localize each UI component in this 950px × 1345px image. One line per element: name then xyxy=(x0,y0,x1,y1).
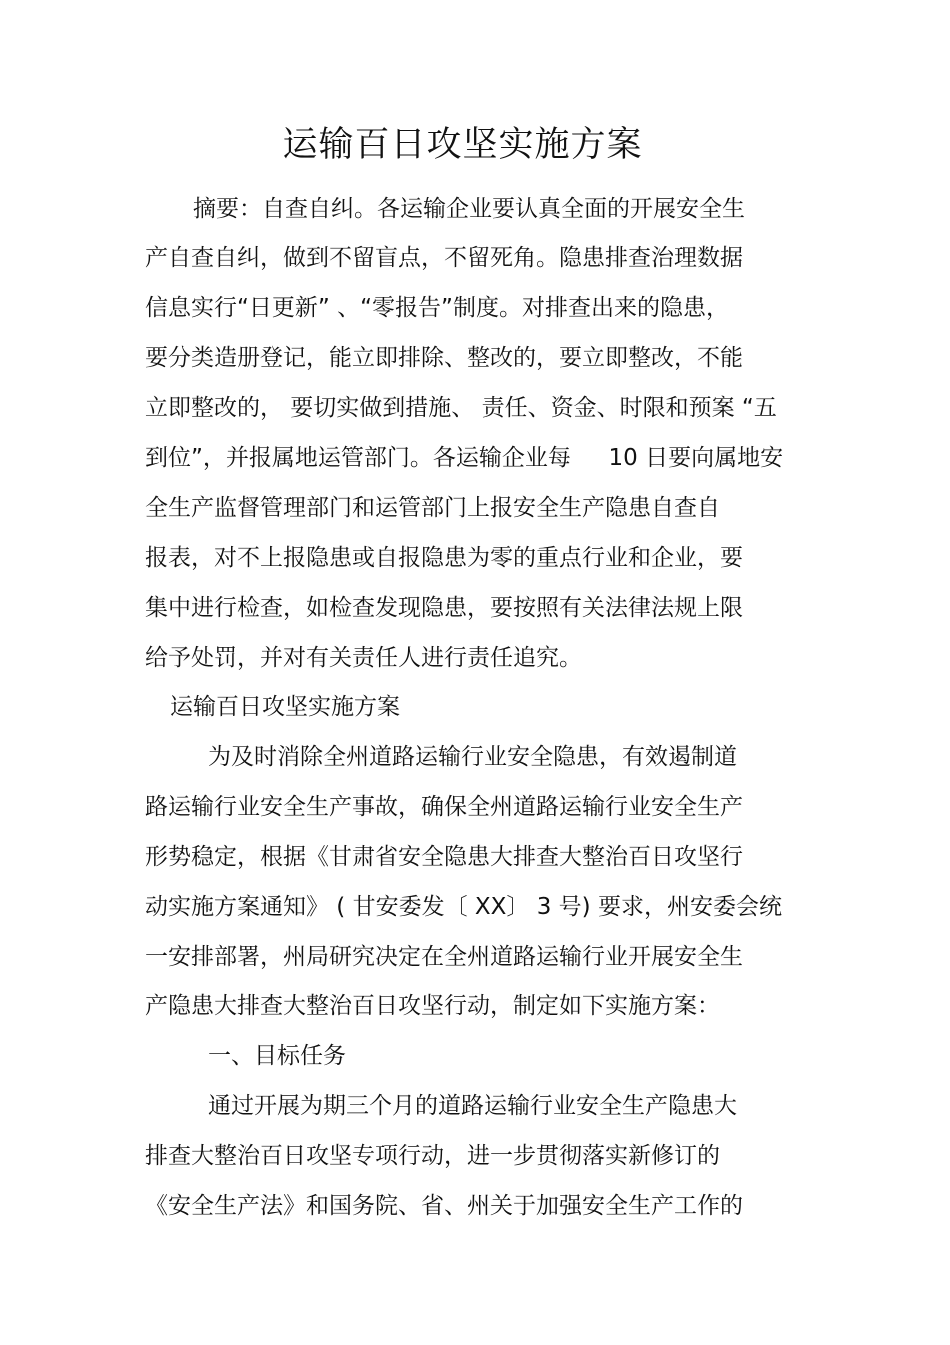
abstract-line: 集中进行检查，如检查发现隐患，要按照有关法律法规上限 xyxy=(145,595,743,621)
section-heading: 运输百日攻坚实施方案 xyxy=(170,694,400,720)
document-title: 运输百日攻坚实施方案 xyxy=(282,125,643,165)
abstract-line: 立即整改的， 要切实做到措施、 责任、资金、时限和预案 “五 xyxy=(145,395,777,421)
abstract-line: 给予处罚，并对有关责任人进行责任追究。 xyxy=(145,645,582,671)
paragraph-line: 为及时消除全州道路运输行业安全隐患，有效遏制道 xyxy=(208,744,737,770)
paragraph-line: 产隐患大排查大整治百日攻坚行动，制定如下实施方案： xyxy=(145,993,720,1019)
paragraph-line: 形势稳定，根据《甘肃省安全隐患大排查大整治百日攻坚行 xyxy=(145,844,743,870)
paragraph-line: 排查大整治百日攻坚专项行动，进一步贯彻落实新修订的 xyxy=(145,1143,720,1169)
abstract-line: 全生产监督管理部门和运管部门上报安全生产隐患自查自 xyxy=(145,495,720,521)
abstract-line: 报表，对不上报隐患或自报隐患为零的重点行业和企业，要 xyxy=(145,545,743,571)
abstract-line: 产自查自纠，做到不留盲点，不留死角。隐患排查治理数据 xyxy=(145,245,743,271)
abstract-line: 要分类造册登记，能立即排除、整改的，要立即整改，不能 xyxy=(145,345,743,371)
abstract-line: 到位”，并报属地运管部门。各运输企业每 10 日要向属地安 xyxy=(145,445,784,471)
abstract-line: 摘要：自查自纠。各运输企业要认真全面的开展安全生 xyxy=(193,196,745,222)
abstract-line: 信息实行“日更新” 、“零报告”制度。对排查出来的隐患， xyxy=(145,295,729,321)
paragraph-line: 动实施方案通知》 ( 甘安委发〔 XX〕 3 号) 要求，州安委会统 xyxy=(145,894,782,920)
paragraph-line: 通过开展为期三个月的道路运输行业安全生产隐患大 xyxy=(208,1093,737,1119)
paragraph-line: 《安全生产法》和国务院、省、州关于加强安全生产工作的 xyxy=(145,1193,743,1219)
paragraph-line: 路运输行业安全生产事故，确保全州道路运输行业安全生产 xyxy=(145,794,743,820)
paragraph-line: 一安排部署，州局研究决定在全州道路运输行业开展安全生 xyxy=(145,944,743,970)
subsection-heading: 一、目标任务 xyxy=(208,1043,346,1069)
